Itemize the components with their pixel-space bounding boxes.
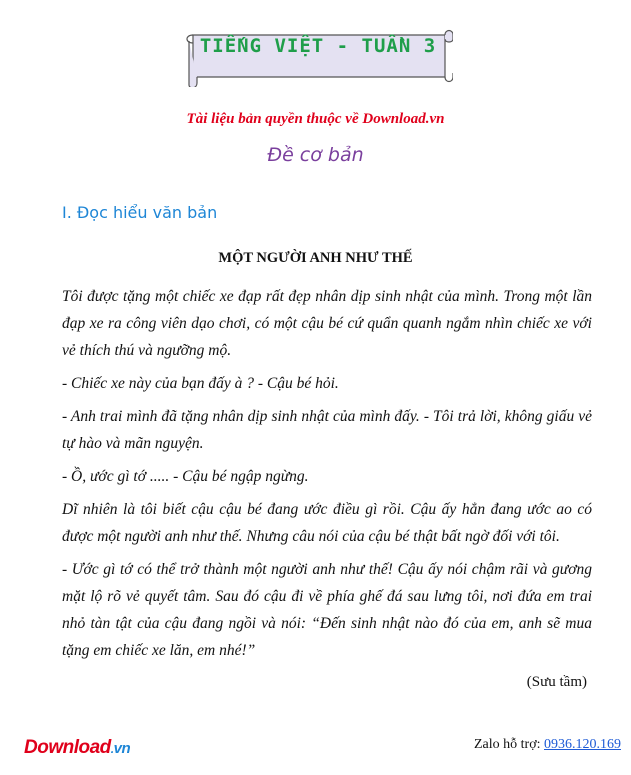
- story-title: MỘT NGƯỜI ANH NHƯ THẾ: [218, 250, 413, 266]
- story-paragraph: - Anh trai mình đã tặng nhân dịp sinh nhật của mình đấy. - Tôi trả lời, không giấu vẻ tự hào và mãn nguyện.: [62, 408, 592, 452]
- logo-tld: vn: [113, 740, 131, 757]
- story-paragraph: - Chiếc xe này của bạn đấy à ? - Cậu bé hỏi.: [62, 375, 339, 392]
- story-body: [62, 283, 592, 670]
- banner-title: TIẾNG VIỆT - TUẦN 3: [199, 35, 437, 57]
- title-banner: [183, 27, 453, 87]
- story-paragraph: Dĩ nhiên là tôi biết cậu cậu bé đang ước điều gì rồi. Cậu ấy hẳn đang ước ao có được một người anh như thế. Nhưng câu nói của cậu bé thật bất ngờ đối với tôi.: [62, 501, 592, 545]
- level-label: Đề cơ bản: [267, 144, 364, 166]
- download-logo[interactable]: [24, 737, 130, 759]
- story-paragraph: Tôi được tặng một chiếc xe đạp rất đẹp nhân dịp sinh nhật của mình. Trong một lần đạp xe ra công viên dạo chơi, có một cậu bé cứ quẩn quanh ngắm nhìn chiếc xe với vẻ thích thú và ngưỡng mộ.: [62, 288, 592, 359]
- story-paragraph: - Ước gì tớ có thể trở thành một người anh như thế! Cậu ấy nói chậm rãi và gương mặt lộ rõ vẻ quyết tâm. Sau đó cậu đi về phía ghế đá sau lưng tôi, nơi đứa em trai nhỏ tàn tật của cậu đang ngồi và nói: “Đến sinh nhật nào đó của em, anh sẽ mua tặng em chiếc xe lăn, em nhé!”: [62, 561, 592, 659]
- support-contact: [474, 737, 621, 753]
- copyright-note: Tài liệu bản quyền thuộc về Download.vn: [186, 111, 445, 127]
- logo-main-text: Download: [24, 737, 111, 758]
- story-paragraph: - Ồ, ước gì tớ ..... - Cậu bé ngập ngừng.: [62, 468, 309, 485]
- section-heading: I. Đọc hiểu văn bản: [62, 203, 218, 222]
- support-phone-link[interactable]: 0936.120.169: [544, 737, 621, 752]
- support-label: Zalo hỗ trợ:: [474, 737, 541, 752]
- logo-dot: .: [110, 742, 114, 756]
- story-source: (Sưu tầm): [526, 674, 587, 690]
